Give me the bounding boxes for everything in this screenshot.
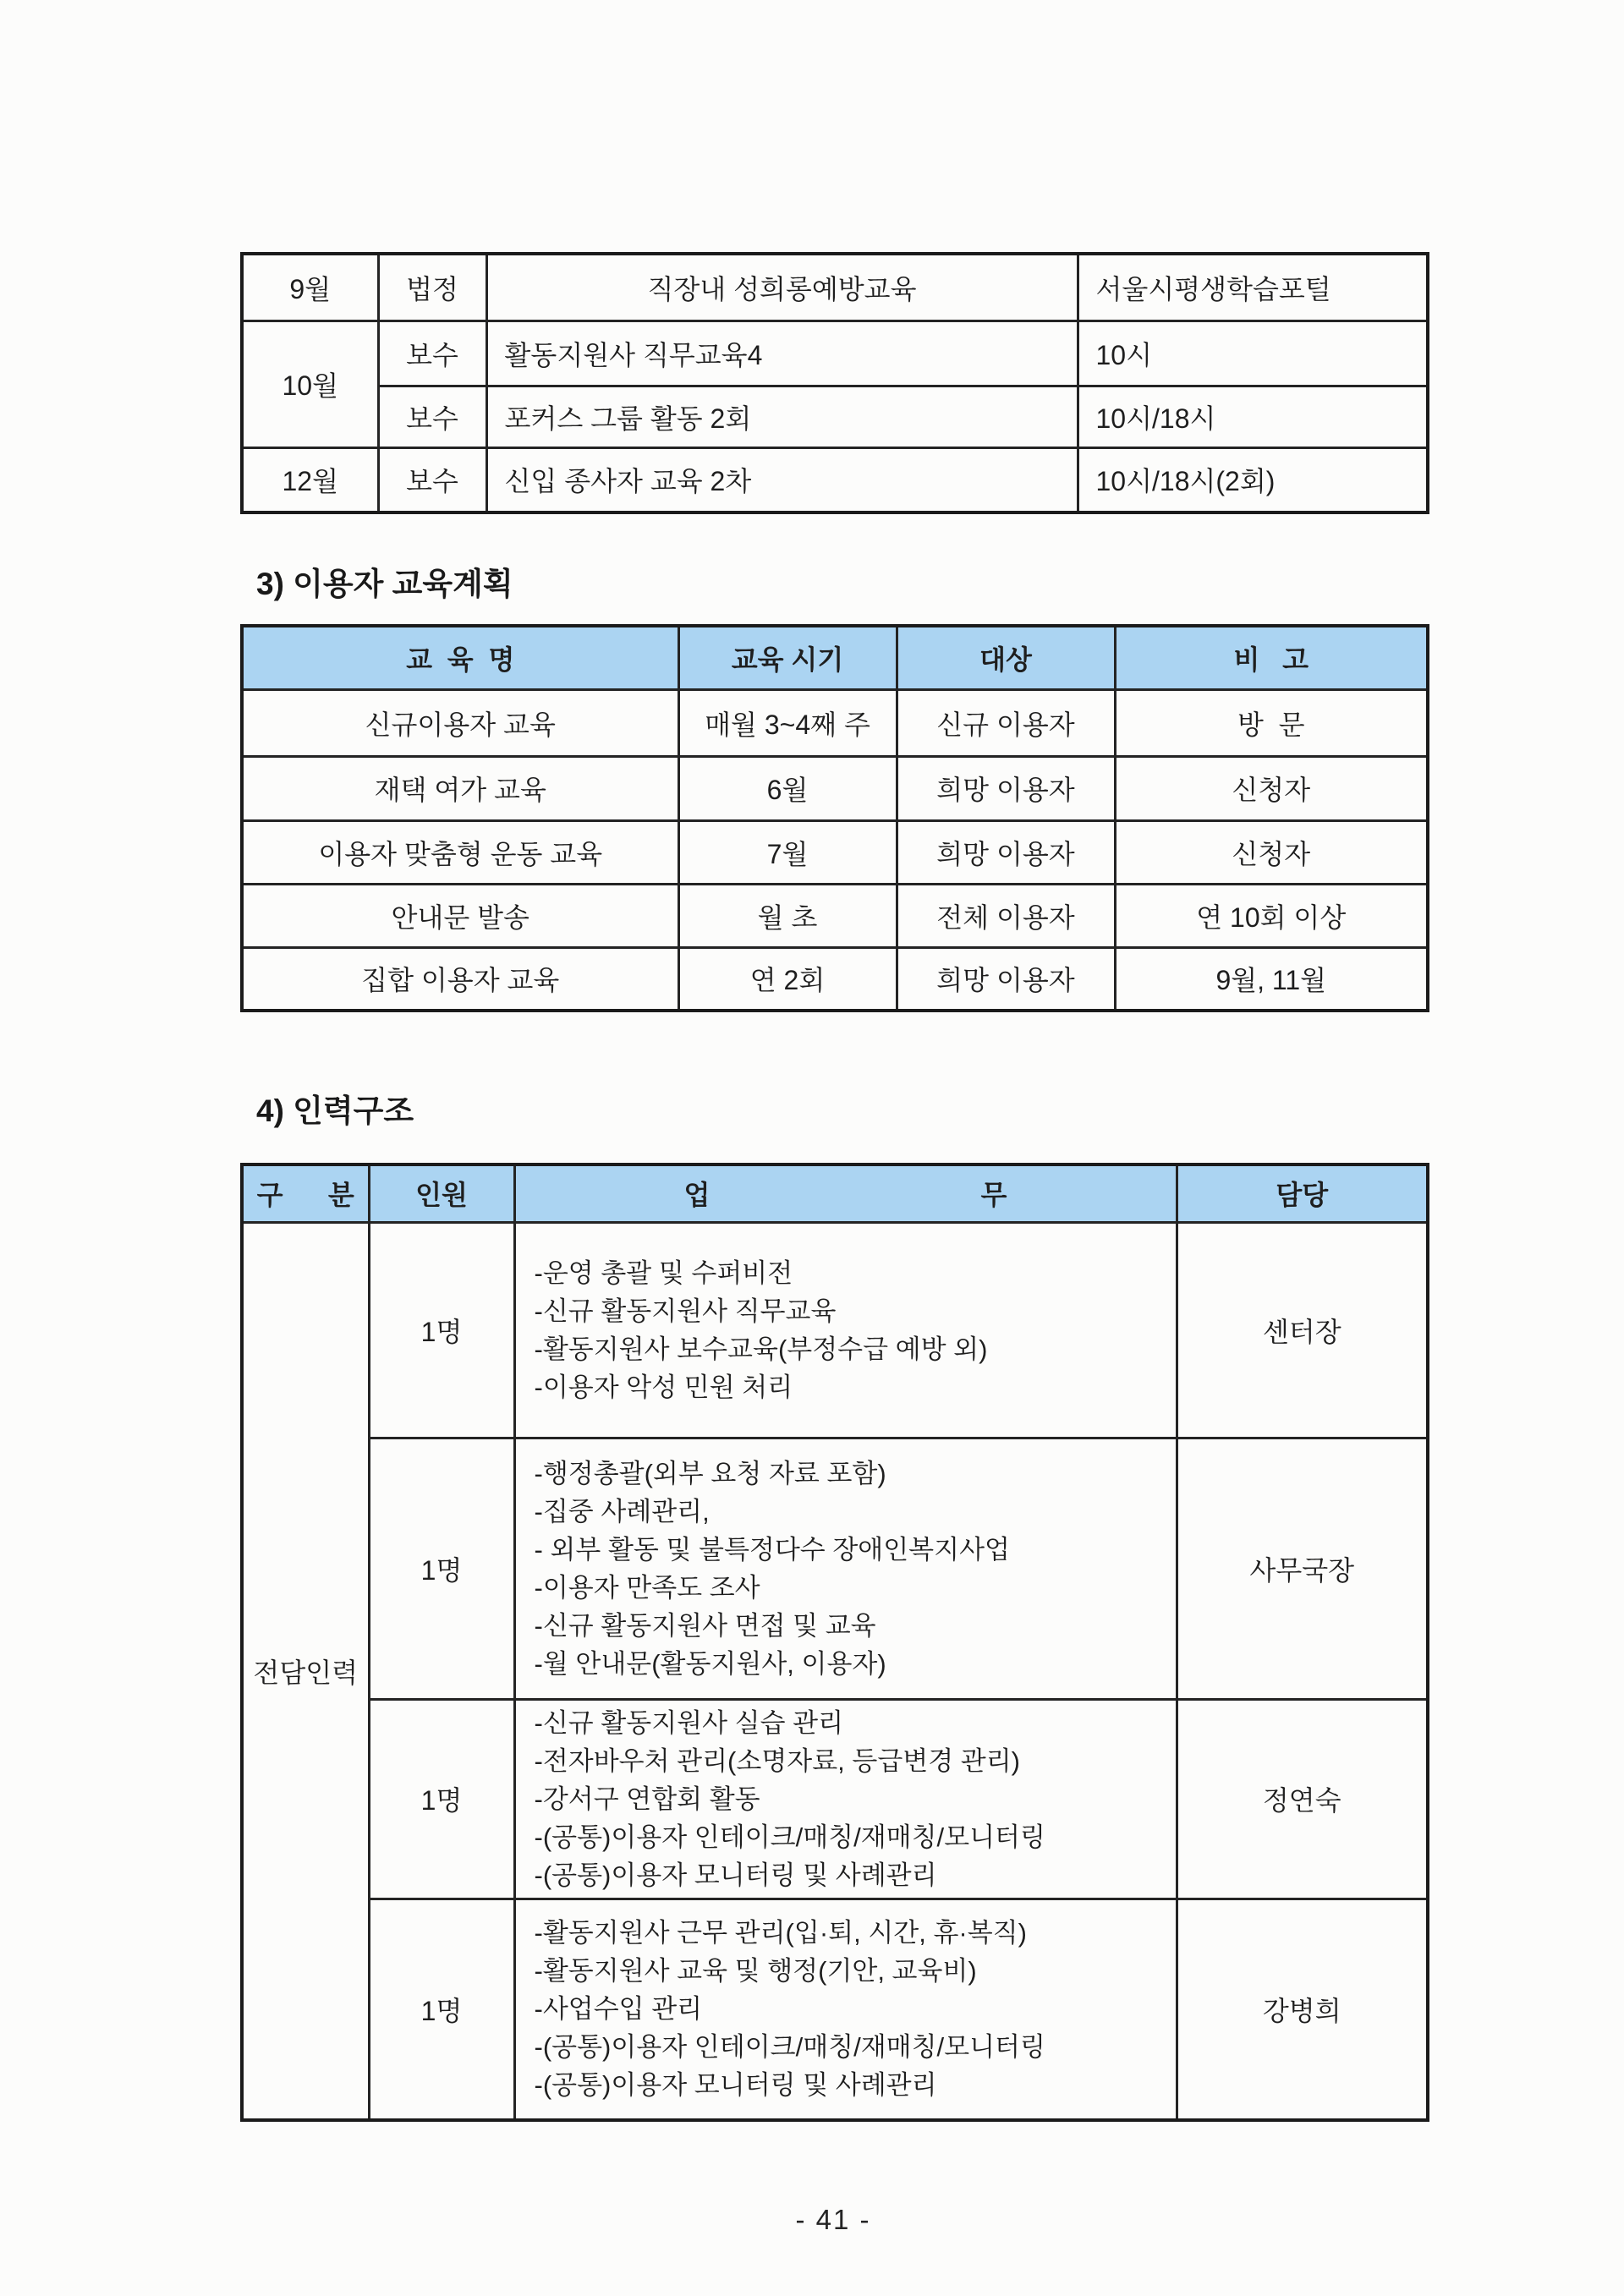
type-cell: 법정 [378, 254, 486, 321]
manager-cell: 센터장 [1177, 1222, 1428, 1438]
table-row [242, 386, 1428, 447]
month-cell: 9월 [242, 254, 378, 321]
header-duty: 업 무 [514, 1164, 1177, 1222]
table-row [242, 689, 1428, 756]
target-cell: 희망 이용자 [897, 756, 1115, 820]
content-cell: 활동지원사 직무교육4 [486, 321, 1078, 386]
content-cell: 직장내 성희롱예방교육 [486, 254, 1078, 321]
duty-line: -(공통)이용자 인테이크/매칭/재매칭/모니터링 [534, 1822, 1045, 1852]
duties-cell [514, 1699, 1177, 1899]
table-header-row [242, 626, 1428, 689]
table-row [242, 820, 1428, 884]
duty-line: -(공통)이용자 인테이크/매칭/재매칭/모니터링 [534, 2032, 1045, 2063]
duty-line: -이용자 악성 민원 처리 [534, 1372, 793, 1402]
duty-line: - 외부 활동 및 불특정다수 장애인복지사업 [534, 1534, 1010, 1564]
manager-cell: 정연숙 [1177, 1699, 1428, 1899]
header-education-period: 교육 시기 [678, 626, 897, 689]
header-count: 인원 [369, 1164, 514, 1222]
group-label-cell: 전담인력 [242, 1222, 369, 2120]
table-row [242, 321, 1428, 386]
count-cell: 1명 [369, 1438, 514, 1699]
note-cell: 서울시평생학습포털 [1078, 254, 1428, 321]
duty-line: -이용자 만족도 조사 [534, 1572, 760, 1603]
education-name-cell: 안내문 발송 [242, 884, 678, 947]
table-row [242, 1438, 1428, 1699]
target-cell: 희망 이용자 [897, 820, 1115, 884]
duties-cell [514, 1222, 1177, 1438]
duty-line: -집중 사례관리, [534, 1496, 710, 1526]
table-row [242, 1222, 1428, 1438]
header-education-name: 교 육 명 [242, 626, 678, 689]
note-cell: 방 문 [1115, 689, 1428, 756]
count-cell: 1명 [369, 1899, 514, 2120]
duty-line: -월 안내문(활동지원사, 이용자) [534, 1648, 886, 1679]
note-cell: 신청자 [1115, 820, 1428, 884]
month-cell: 12월 [242, 447, 378, 512]
manager-cell: 사무국장 [1177, 1438, 1428, 1699]
manager-cell: 강병희 [1177, 1899, 1428, 2120]
duty-line: -신규 활동지원사 면접 및 교육 [534, 1610, 876, 1641]
page-number: - 41 - [795, 2204, 871, 2235]
note-cell: 10시/18시(2회) [1078, 447, 1428, 512]
education-period-cell: 6월 [678, 756, 897, 820]
duty-line: -(공통)이용자 모니터링 및 사례관리 [534, 2070, 937, 2101]
table-row [242, 1899, 1428, 2120]
duty-line: -전자바우처 관리(소명자료, 등급변경 관리) [534, 1745, 1021, 1776]
type-cell: 보수 [378, 386, 486, 447]
duty-line: -운영 총괄 및 수퍼비전 [534, 1258, 793, 1288]
duty-line: -신규 활동지원사 직무교육 [534, 1296, 837, 1326]
note-cell: 10시 [1078, 321, 1428, 386]
count-cell: 1명 [369, 1699, 514, 1899]
duty-line: -강서구 연합회 활동 [534, 1784, 760, 1814]
duty-line: -신규 활동지원사 실습 관리 [534, 1707, 844, 1738]
header-category: 구 분 [242, 1164, 369, 1222]
type-cell: 보수 [378, 447, 486, 512]
table-row [242, 447, 1428, 512]
target-cell: 전체 이용자 [897, 884, 1115, 947]
duty-line: -사업수입 관리 [534, 1994, 703, 2025]
count-cell: 1명 [369, 1222, 514, 1438]
duty-line: -활동지원사 교육 및 행정(기안, 교육비) [534, 1956, 977, 1986]
target-cell: 희망 이용자 [897, 947, 1115, 1011]
education-period-cell: 7월 [678, 820, 897, 884]
content-cell: 신입 종사자 교육 2차 [486, 447, 1078, 512]
duty-line: -(공통)이용자 모니터링 및 사례관리 [534, 1860, 937, 1890]
note-cell: 연 10회 이상 [1115, 884, 1428, 947]
type-cell: 보수 [378, 321, 486, 386]
duties-cell [514, 1438, 1177, 1699]
table-row [242, 756, 1428, 820]
note-cell: 9월, 11월 [1115, 947, 1428, 1011]
education-period-cell: 월 초 [678, 884, 897, 947]
duty-line: -활동지원사 보수교육(부정수급 예방 외) [534, 1334, 988, 1364]
staff-structure-table [240, 1163, 1429, 2122]
duties-cell [514, 1899, 1177, 2120]
duty-line: -행정총괄(외부 요청 자료 포함) [534, 1458, 886, 1488]
table-row [242, 254, 1428, 321]
education-period-cell: 매월 3~4째 주 [678, 689, 897, 756]
note-cell: 신청자 [1115, 756, 1428, 820]
table-row [242, 947, 1428, 1011]
education-name-cell: 집합 이용자 교육 [242, 947, 678, 1011]
monthly-schedule-table [240, 252, 1429, 514]
table-row [242, 884, 1428, 947]
target-cell: 신규 이용자 [897, 689, 1115, 756]
section-title-user-education-plan: 3) 이용자 교육계획 [256, 567, 513, 601]
header-target: 대상 [897, 626, 1115, 689]
education-name-cell: 재택 여가 교육 [242, 756, 678, 820]
table-header-row [242, 1164, 1428, 1222]
month-cell: 10월 [242, 321, 378, 447]
user-education-plan-table [240, 624, 1429, 1012]
duty-line: -활동지원사 근무 관리(입·퇴, 시간, 휴·복직) [534, 1918, 1027, 1948]
section-title-staff-structure: 4) 인력구조 [256, 1093, 414, 1128]
header-note: 비 고 [1115, 626, 1428, 689]
table-row [242, 1699, 1428, 1899]
education-period-cell: 연 2회 [678, 947, 897, 1011]
education-name-cell: 이용자 맞춤형 운동 교육 [242, 820, 678, 884]
content-cell: 포커스 그룹 활동 2회 [486, 386, 1078, 447]
note-cell: 10시/18시 [1078, 386, 1428, 447]
header-manager: 담당 [1177, 1164, 1428, 1222]
education-name-cell: 신규이용자 교육 [242, 689, 678, 756]
